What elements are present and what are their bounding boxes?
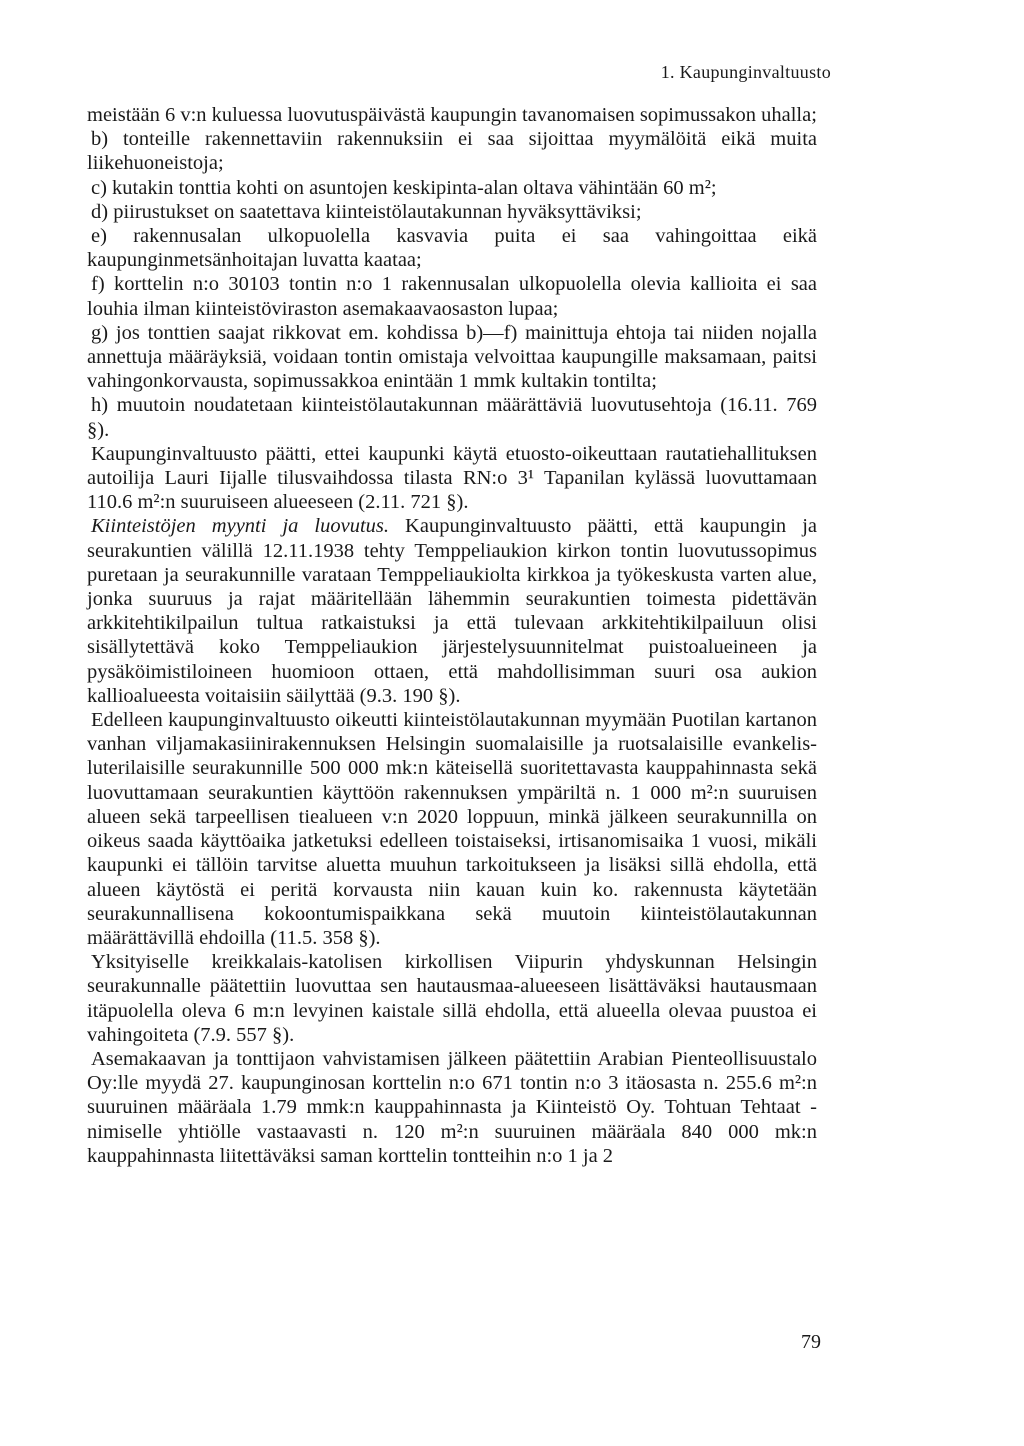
paragraph-arabia: Asemakaavan ja tonttijaon vahvistamisen jälkeen päätettiin Arabian Pienteollisuustalo Oy:lle myydä 27. kaupunginosan korttelin n:o 671 tontin n:o 3 itäosasta n. 255.6 m²:n suuruinen määräala 1.79 mmk:n kauppahinnasta ja Kiinteistö Oy. Tohtuan Tehtaat -nimiselle yhtiölle vastaavasti n. 120 m²:n suuruinen määräala 840 000 mk:n kauppahinnasta liitettäväksi saman korttelin tontteihin n:o 1 ja 2 <box>87 1047 817 1167</box>
body-text <box>87 103 817 1168</box>
paragraph-etuosto: Kaupunginvaltuusto päätti, ettei kaupunki käytä etuosto-oikeuttaan rautatiehallituksen autoilija Lauri Iijalle tilusvaihdossa tilasta RN:o 3¹ Tapanilan kylässä luovuttamaan 110.6 m²:n suuruiseen alueeseen (2.11. 721 §). <box>87 442 817 514</box>
list-item-g: g) jos tonttien saajat rikkovat em. kohdissa b)—f) mainittuja ehtoja tai niiden nojalla annettuja määräyksiä, voidaan tontin omistaja velvoittaa kaupungille maksamaan, paitsi vahingonkorvausta, sopimussakkoa enintään 1 mmk kultakin tontilta; <box>87 321 817 393</box>
list-item-c: c) kutakin tonttia kohti on asuntojen keskipinta-alan oltava vähintään 60 m²; <box>91 176 717 199</box>
paragraph-puotila: Edelleen kaupunginvaltuusto oikeutti kiinteistölautakunnan myymään Puotilan kartanon vanhan viljamakasiinirakennuksen Helsingin suomalaisille ja ruotsalaisille evankelis-luterilaisille seurakunnille 500 000 mk:n käteisellä suoritettavasta kauppahinnasta sekä luovuttamaan seurakuntien käyttöön rakennuksen ympäriltä n. 1 000 m²:n suuruisen alueen sekä tarpeellisen tiealueen v:n 2020 loppuun, minkä jälkeen seurakunnilla on oikeus saada käyttöaika jatketuksi edelleen toistaiseksi, irtisanomisaika 1 vuosi, mikäli kaupunki ei tällöin tarvitse aluetta muuhun tarkoitukseen ja lisäksi sillä ehdolla, että alueen käytöstä ei peritä korvausta niin kauan kuin ko. rakennusta käytetään seurakunnallisena kokoontumispaikkana sekä muutoin kiinteistölautakunnan määrättävillä ehdoilla (11.5. 358 §). <box>87 709 817 949</box>
running-header: 1. Kaupunginvaltuusto <box>660 62 831 82</box>
page-number: 79 <box>801 1331 821 1353</box>
list-item-f: f) korttelin n:o 30103 tontin n:o 1 rakennusalan ulkopuolella olevia kallioita ei saa louhia ilman kiinteistöviraston asemakaavaosaston lupaa; <box>87 273 817 320</box>
paragraph-viipuri: Yksityiselle kreikkalais-katolisen kirkollisen Viipurin yhdyskunnan Helsingin seurakunnalle päätettiin luovuttaa sen hautausmaa-alueeseen lisättäväksi hautausmaan itäpuolella oleva 6 m:n levyinen kaistale sillä ehdolla, että alueella olevaa puustoa ei vahingoiteta (7.9. 557 §). <box>87 951 817 1046</box>
list-item-d: d) piirustukset on saatettava kiinteistölautakunnan hyväksyttäviksi; <box>91 200 642 223</box>
paragraph-kiinteistojen-myynti <box>87 514 817 708</box>
section-lead: Kiinteistöjen myynti ja luovutus. <box>91 515 390 538</box>
list-item-e: e) rakennusalan ulkopuolella kasvavia puita ei saa vahingoittaa eikä kaupunginmetsänhoitajan luvatta kaataa; <box>87 225 817 272</box>
paragraph-continuation: meistään 6 v:n kuluessa luovutuspäivästä kaupungin tavanomaisen sopimussakon uhalla; <box>87 104 817 126</box>
list-item-h: h) muutoin noudatetaan kiinteistölautakunnan määrättäviä luovutusehtoja (16.11. 769 §). <box>87 394 817 441</box>
section-lead-text: Kaupunginvaltuusto päätti, että kaupungin ja seurakuntien välillä 12.11.1938 tehty Temppeliaukion kirkon tontin luovutussopimus puretaan ja seurakunnille varataan Temppeliaukiolta kirkkoa ja työkeskusta varten alue, jonka suuruus ja rajat määritellään lähemmin seurakuntien toimesta pidettävän arkkitehtikilpailun tultua ratkaistuksi ja että tulevaan arkkitehtikilpailuun olisi sisällytettävä koko Temppeliaukion järjestelysuunnitelmat puistoalueineen ja pysäköimistiloineen huomioon ottaen, että mahdollisimman suuri osa aukion kallioalueesta voitaisiin säilyttää (9.3. 190 §). <box>87 515 817 707</box>
list-item-b: b) tonteille rakennettaviin rakennuksiin ei saa sijoittaa myymälöitä eikä muita liikehuoneistoja; <box>87 128 817 175</box>
